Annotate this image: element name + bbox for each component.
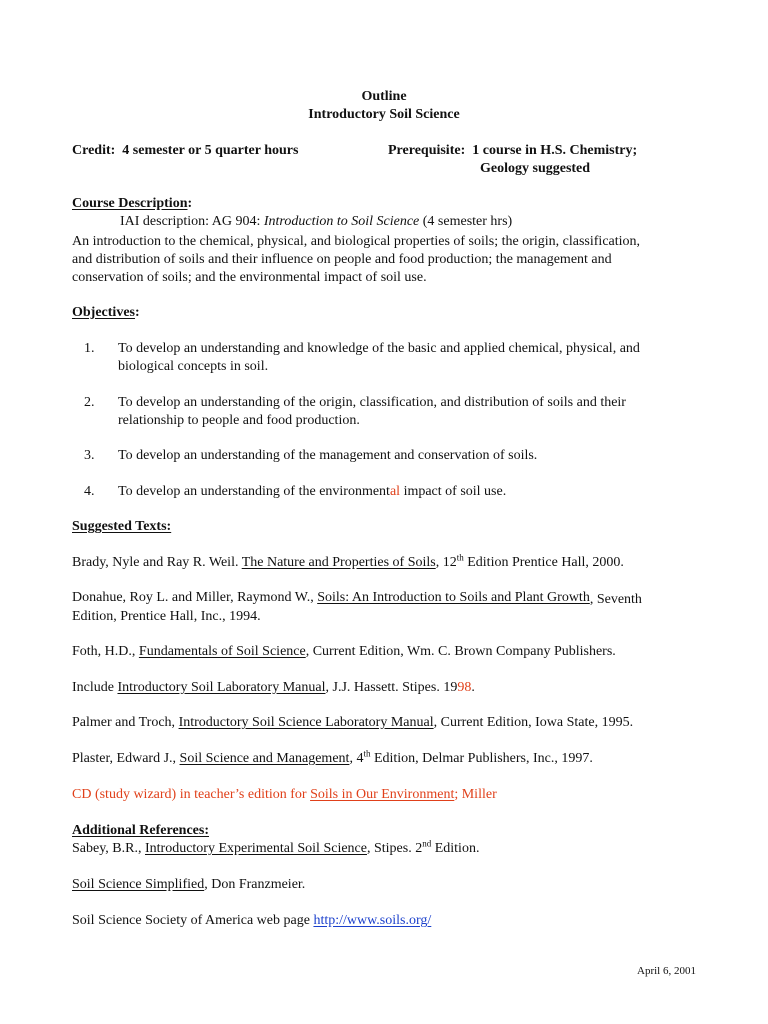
soils-org-link[interactable]: http://www.soils.org/ <box>313 913 432 928</box>
objective-1-line-1: To develop an understanding and knowledge of the basic and applied chemical, physical, and <box>118 341 640 356</box>
objective-2-line-1: To develop an understanding of the origin, classification, and distribution of soils and their <box>118 395 626 410</box>
reference-donahue-line-2: Edition, Prentice Hall, Inc., 1994. <box>72 609 261 624</box>
reference-hassett: Include Introductory Soil Laboratory Manual, J.J. Hassett. Stipes. 1998. <box>72 680 475 695</box>
objective-number: 1. <box>84 341 95 356</box>
description-line-1: An introduction to the chemical, physical, and biological properties of soils; the origin, classification, <box>72 234 641 249</box>
objective-1-line-2: biological concepts in soil. <box>118 359 269 374</box>
reference-brady: Brady, Nyle and Ray R. Weil. The Nature and Properties of Soils, 12th Edition Prentice Hall, 2000. <box>72 552 624 570</box>
reference-palmer: Palmer and Troch, Introductory Soil Science Laboratory Manual, Current Edition, Iowa State, 1995. <box>72 715 634 730</box>
objective-number: 3. <box>84 448 95 463</box>
objective-number: 4. <box>84 484 95 499</box>
description-line-3: conservation of soils; and the environmental impact of soil use. <box>72 270 427 285</box>
objectives-heading: Objectives: <box>72 305 140 320</box>
reference-cd-study-wizard: CD (study wizard) in teacher’s edition for Soils in Our Environment; Miller <box>72 787 497 802</box>
objective-3-line-1: To develop an understanding of the management and conservation of soils. <box>118 448 538 463</box>
reference-foth: Foth, H.D., Fundamentals of Soil Science, Current Edition, Wm. C. Brown Company Publishers. <box>72 644 616 659</box>
objective-2-line-2: relationship to people and food production. <box>118 413 360 428</box>
reference-sssa: Soil Science Society of America web page http://www.soils.org/ <box>72 913 432 928</box>
document-date: April 6, 2001 <box>637 965 696 977</box>
reference-sabey: Sabey, B.R., Introductory Experimental Soil Science, Stipes. 2nd Edition. <box>72 838 480 856</box>
credit-line: Credit: 4 semester or 5 quarter hours <box>72 143 299 158</box>
reference-donahue: Donahue, Roy L. and Miller, Raymond W., Soils: An Introduction to Soils and Plant Growth, Seventh <box>72 590 642 607</box>
iai-description: IAI description: AG 904: Introduction to Soil Science (4 semester hrs) <box>120 214 513 229</box>
document-title: Outline <box>361 89 407 104</box>
reference-plaster: Plaster, Edward J., Soil Science and Management, 4th Edition, Delmar Publishers, Inc., 1997. <box>72 748 593 766</box>
suggested-texts-heading: Suggested Texts: <box>72 519 172 534</box>
course-description-heading: Course Description: <box>72 196 193 211</box>
prerequisite-line: Prerequisite: 1 course in H.S. Chemistry; <box>388 143 638 158</box>
prerequisite-line-2: Geology suggested <box>480 161 591 176</box>
additional-references-heading: Additional References: <box>72 823 209 838</box>
objective-number: 2. <box>84 395 95 410</box>
document-subtitle: Introductory Soil Science <box>308 107 460 122</box>
objective-4-line-1: To develop an understanding of the environmental impact of soil use. <box>118 484 507 499</box>
description-line-2: and distribution of soils and their influence on people and food production; the management and <box>72 252 612 267</box>
reference-franzmeier: Soil Science Simplified, Don Franzmeier. <box>72 877 306 892</box>
